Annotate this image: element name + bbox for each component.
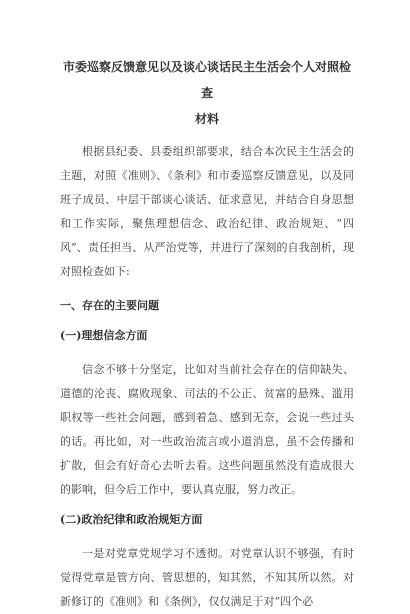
intro-paragraph: 根据县纪委、县委组织部要求，结合本次民主生活会的主题，对照《准则》、《条利》和市委巡察反馈意见，以及同班子成员、中层干部谈心谈话、征求意见，并结合自身思想和工作实际，聚焦理想信念、政治纪律、政治规矩、“四风”、责任担当、从严治党等，并进行了深刻的自我剖析，现对照检查如下: bbox=[60, 145, 354, 278]
paragraph-ideals: 信念不够十分坚定，比如对当前社会存在的信仰缺失、道德的沦丧、腐败现象、司法的不公正、贫富的悬殊、滥用职权等一些社会问题，感到着急、感到无奈，会说一些过头的话。再比如，对一些政治流言或小道消息，虽不会传播和扩散，但会有好奇心去听去看。这些问题虽然没有造成很大的影响，但今后工作中，要认真克服，努力改正。 bbox=[60, 363, 354, 496]
subheading-ideals: (一)理想信念方面 bbox=[60, 329, 148, 342]
title-line-1: 市委巡察反馈意见以及谈心谈话民主生活会个人对照检查 bbox=[62, 60, 351, 100]
paragraph-discipline: 一是对党章党规学习不透彻。对党章认识不够强，有时觉得党章是管方向、管思想的，知其然，不知其所以然。对新修订的《准则》和《条例》，仅仅满足于对“四个必 bbox=[60, 547, 354, 608]
title-line-2: 材料 bbox=[194, 112, 219, 126]
document-title bbox=[60, 54, 354, 132]
section-heading-issues: 一、存在的主要问题 bbox=[60, 299, 159, 312]
subheading-discipline: (二)政治纪律和政治规矩方面 bbox=[60, 513, 203, 526]
